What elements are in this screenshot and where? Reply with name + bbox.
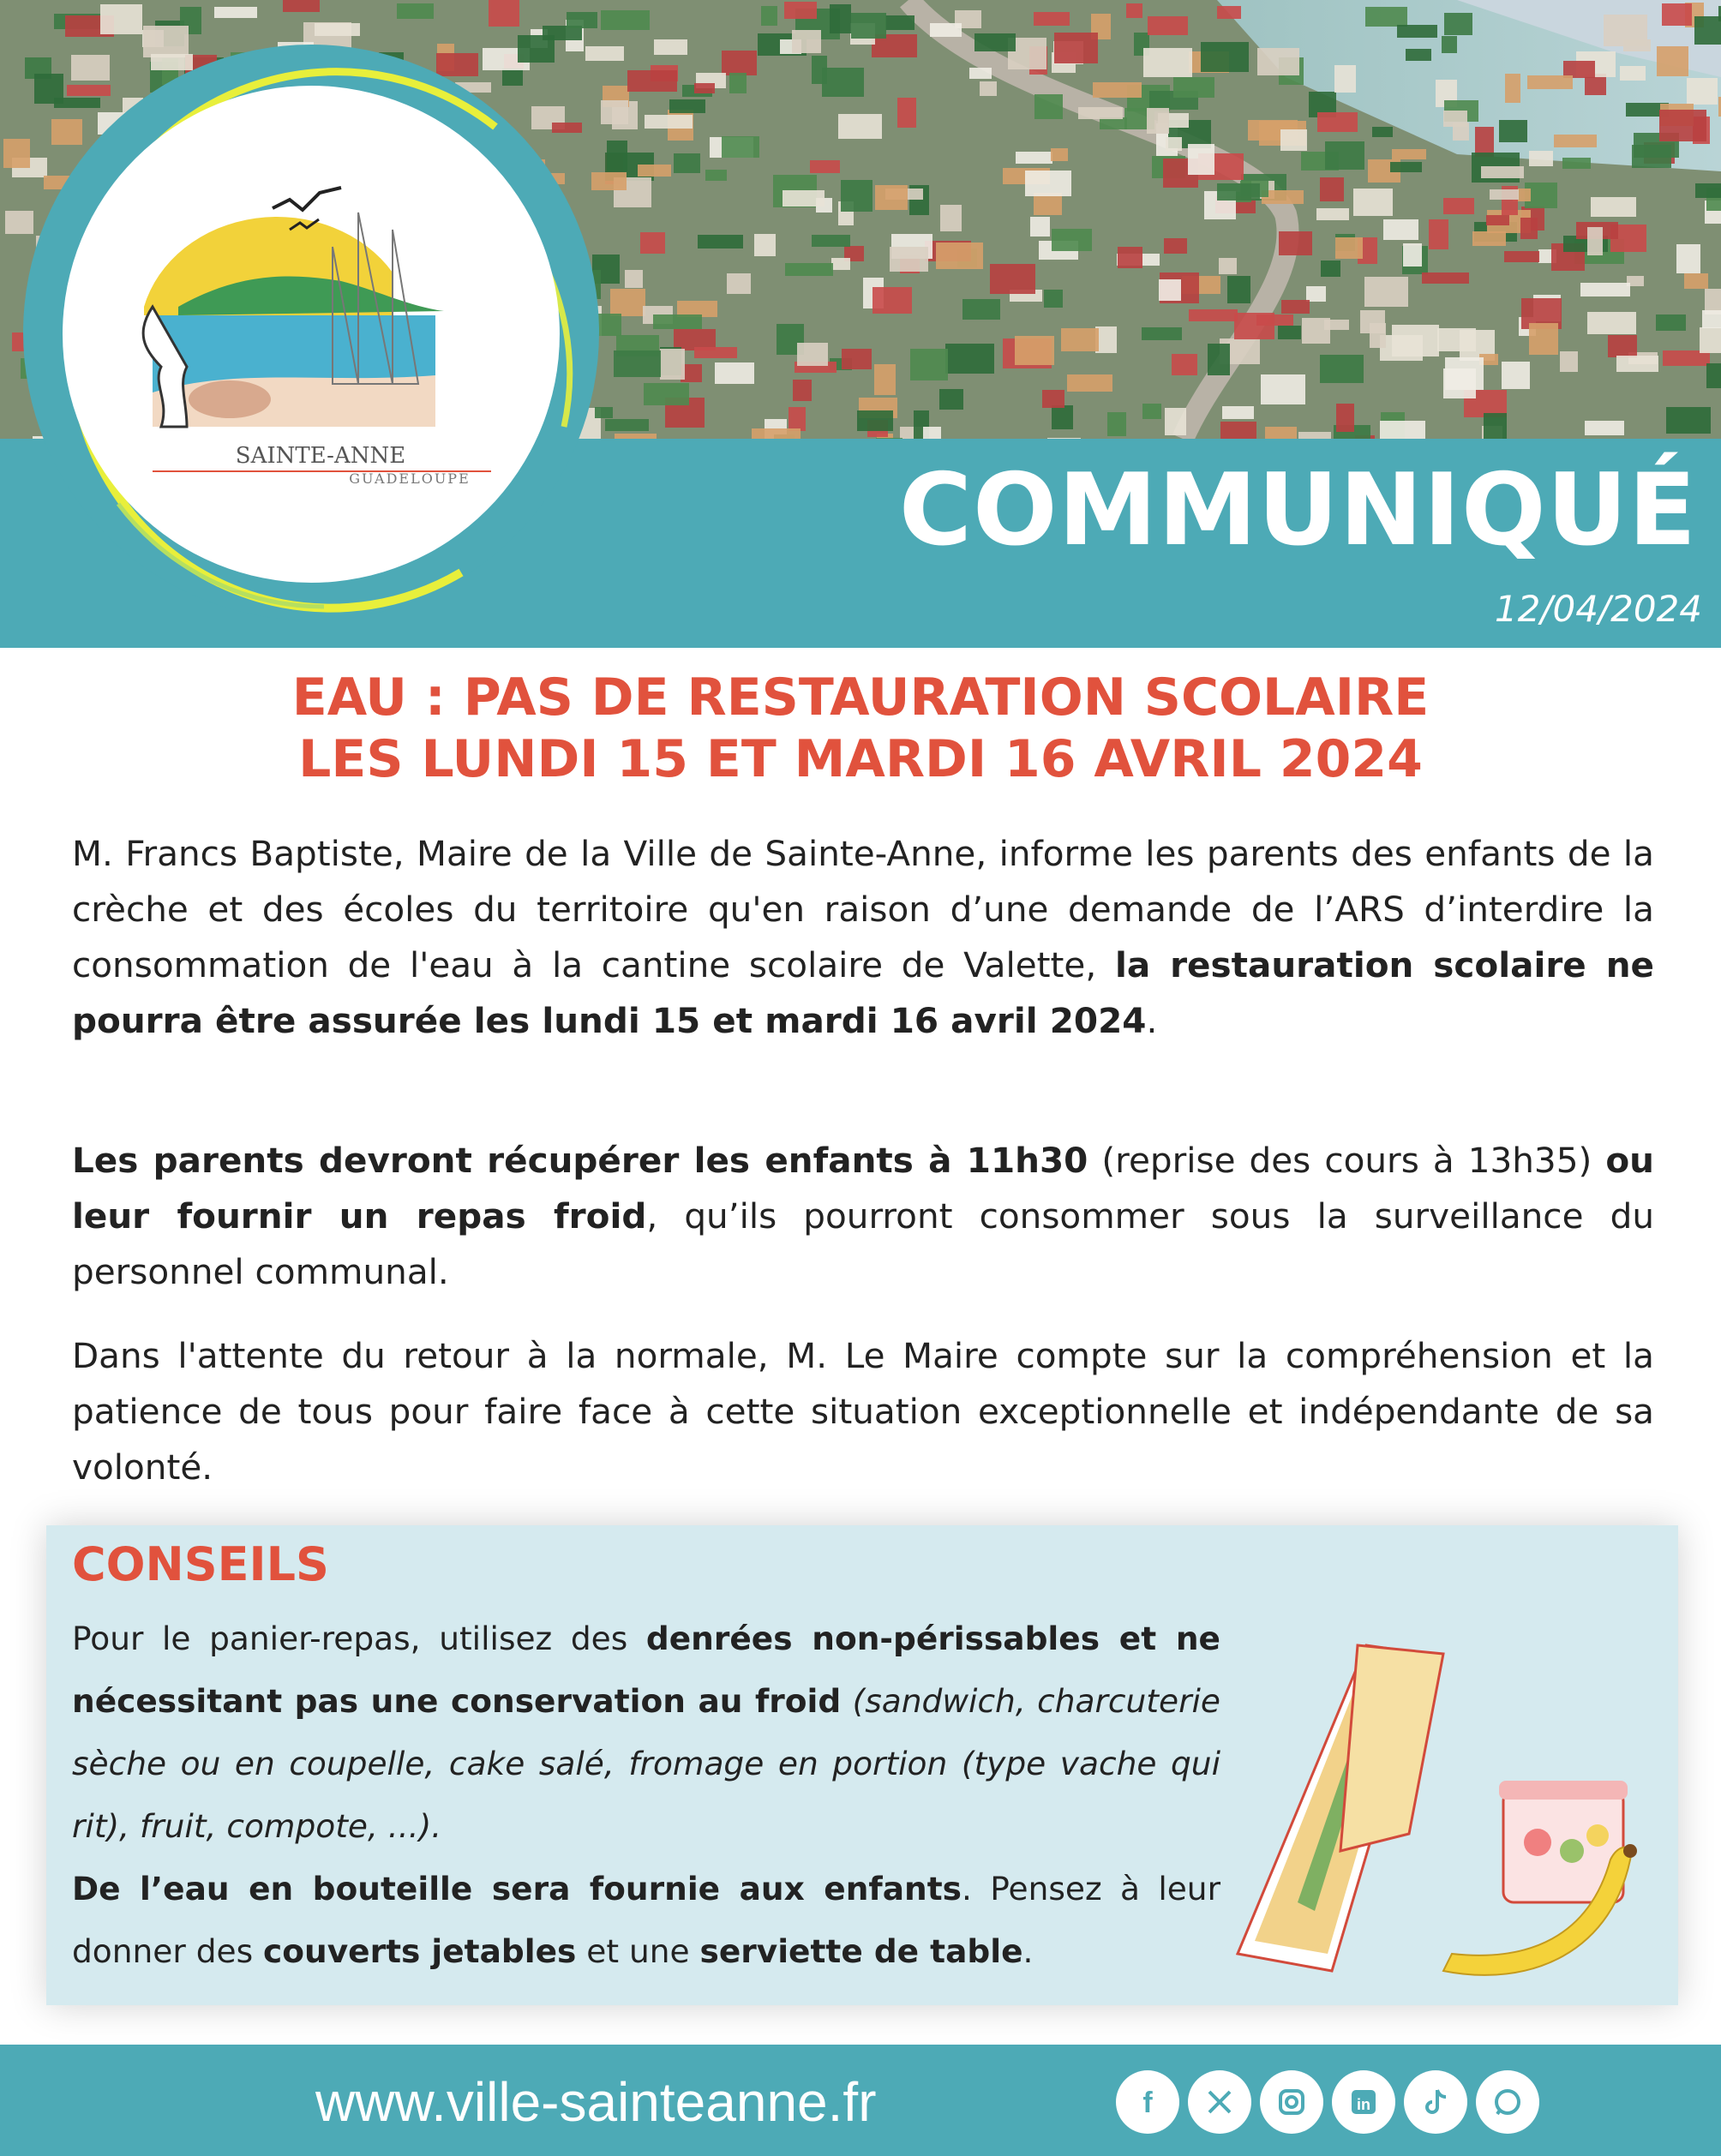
conseils-panel [46,1525,1678,2005]
website-link[interactable]: www.ville-sainteanne.fr [315,2071,877,2133]
headline [0,667,1721,790]
logo-name: SAINTE-ANNE [235,443,406,469]
paragraph-3: Dans l'attente du retour à la normale, M. Le Maire compte sur la compréhension et la patience de tous pour faire face à cette situation exceptionnelle et indépendante de sa volonté. [72,1335,1654,1488]
x-icon[interactable] [1188,2070,1251,2134]
paragraph-1 [72,826,1654,1049]
social-links [1116,2070,1539,2135]
sainte-anne-logo [15,24,641,624]
p2-text-1: (reprise des cours à 13h35) [1088,1140,1606,1181]
page-title: COMMUNIQUÉ [898,452,1697,568]
conseils-emphasis-h: serviette de table [699,1932,1023,1970]
svg-text:in: in [1357,2096,1370,2113]
svg-text:f: f [1142,2087,1153,2119]
headline-line-1: EAU : PAS DE RESTAURATION SCOLAIRE [291,668,1430,728]
conseils-text-e: . Pensez à leur donner des [72,1870,1220,1970]
conseils-text-i: . [1022,1932,1034,1970]
footer [0,2045,1721,2156]
conseils-title: CONSEILS [72,1537,329,1591]
facebook-icon[interactable] [1116,2070,1179,2134]
conseils-emphasis-d: De l’eau en bouteille sera fournie aux enfants [72,1870,962,1907]
paragraph-2 [72,1133,1654,1300]
conseils-examples: (sandwich, charcuterie sèche ou en coupelle, cake salé, fromage en portion (type vache qui rit), fruit, compote, ...). [72,1682,1220,1845]
instagram-icon[interactable] [1260,2070,1323,2134]
publication-date: 12/04/2024 [1494,588,1702,630]
headline-line-2: LES LUNDI 15 ET MARDI 16 AVRIL 2024 [298,729,1423,789]
whatsapp-icon[interactable] [1476,2070,1539,2134]
p1-text: M. Francs Baptiste, Maire de la Ville de Sainte-Anne, informe les parents des enfants de la crèche et des écoles du territoire qu'en raison d’une demande de l’ARS d’interdire la consommation de l'eau à la cantine scolaire de Valette, [72,833,1654,985]
lunch-illustration [1220,1594,1666,1988]
p2-emphasis-1: Les parents devront récupérer les enfants à 11h30 [72,1140,1088,1181]
p2-emphasis-2: ou leur fournir un repas froid [72,1140,1655,1237]
conseils-emphasis-f: couverts jetables [263,1932,577,1970]
p2-text-2: , qu’ils pourront consommer sous la surveillance du personnel communal. [72,1195,1654,1292]
logo-region: GUADELOUPE [349,470,471,487]
conseils-emphasis-b: denrées non-périssables et ne nécessitant pas une conservation au froid [72,1620,1220,1720]
tiktok-icon[interactable] [1404,2070,1467,2134]
p1-end: . [1146,1000,1158,1041]
p1-emphasis: la restauration scolaire ne pourra être assurée les lundi 15 et mardi 16 avril 2024 [72,944,1655,1041]
conseils-text-a: Pour le panier-repas, utilisez des [72,1620,646,1657]
linkedin-icon[interactable] [1332,2070,1395,2134]
conseils-text-g: et une [576,1932,700,1970]
conseils-text [72,1608,1220,1983]
